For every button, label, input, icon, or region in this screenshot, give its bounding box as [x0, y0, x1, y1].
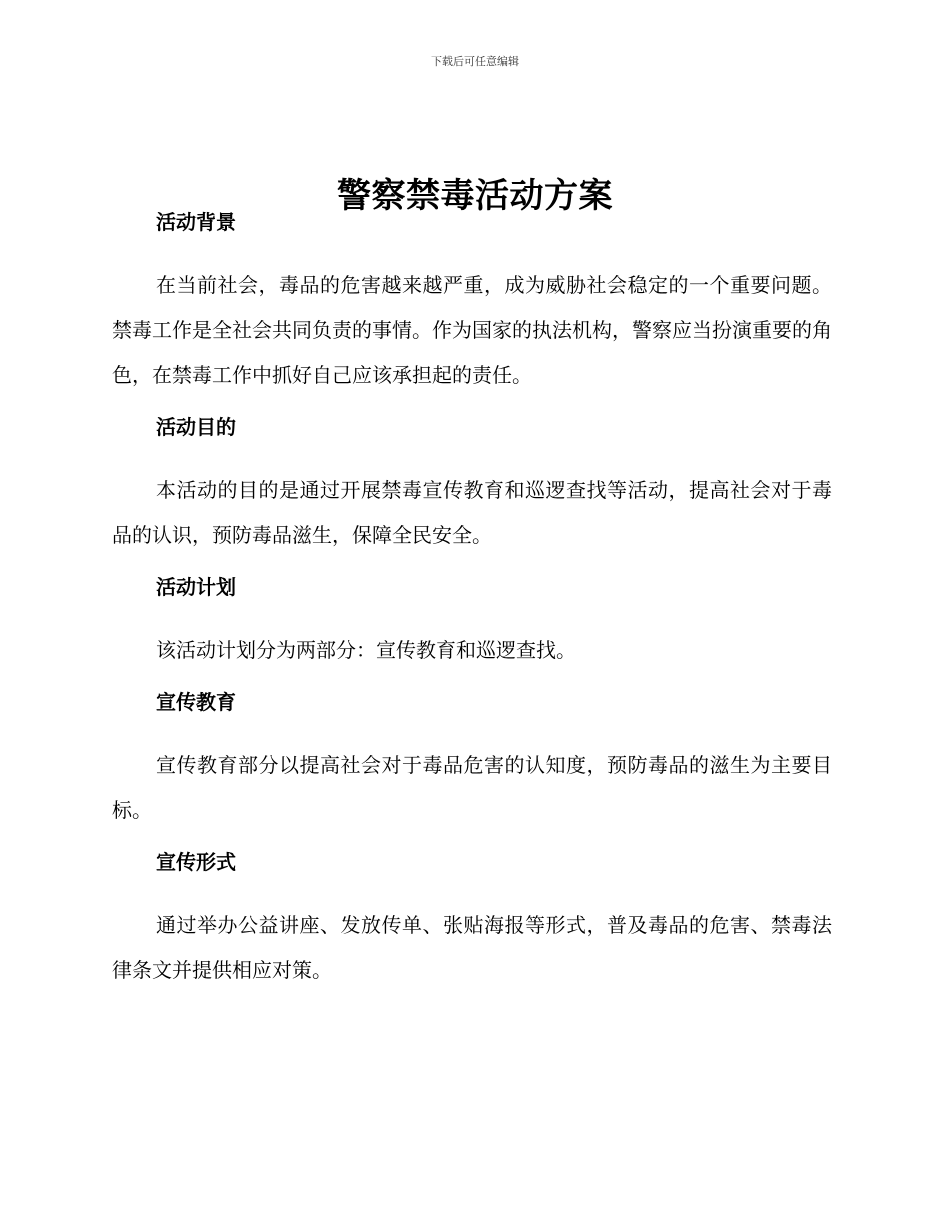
section-paragraph: 该活动计划分为两部分：宣传教育和巡逻查找。 [156, 638, 576, 662]
section-purpose [112, 410, 832, 558]
document-title: 警察禁毒活动方案 [337, 175, 613, 216]
section-paragraph: 宣传教育部分以提高社会对于毒品危害的认知度，预防毒品的滋生为主要目标。 [112, 753, 832, 822]
section-paragraph: 通过举办公益讲座、发放传单、张贴海报等形式，普及毒品的危害、禁毒法律条文并提供相应对策。 [112, 913, 832, 982]
section-heading: 活动计划 [156, 575, 236, 599]
section-paragraph: 本活动的目的是通过开展禁毒宣传教育和巡逻查找等活动，提高社会对于毒品的认识，预防毒品滋生，保障全民安全。 [112, 478, 832, 547]
section-heading: 活动背景 [156, 210, 236, 234]
section-heading: 活动目的 [156, 415, 236, 439]
page-header: 下载后可任意编辑 [431, 55, 519, 68]
section-heading: 宣传形式 [156, 850, 236, 874]
section-heading: 宣传教育 [156, 690, 236, 714]
section-forms [112, 845, 832, 993]
section-education [112, 685, 832, 833]
document-body [112, 205, 832, 1005]
section-plan [112, 570, 832, 673]
section-paragraph: 在当前社会，毒品的危害越来越严重，成为威胁社会稳定的一个重要问题。禁毒工作是全社会共同负责的事情。作为国家的执法机构，警察应当扮演重要的角色，在禁毒工作中抓好自己应该承担起的责任。 [112, 273, 832, 387]
section-background [112, 205, 832, 398]
